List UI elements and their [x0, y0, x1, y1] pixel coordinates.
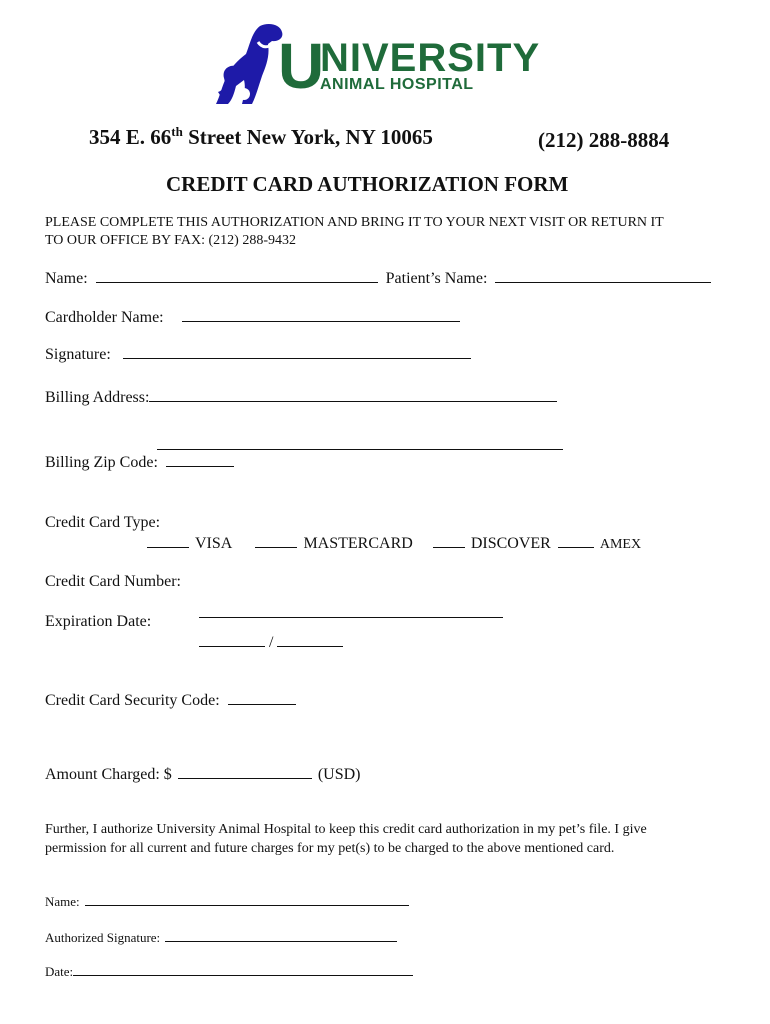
amount-field[interactable]	[178, 777, 312, 779]
cardholder-row	[45, 309, 460, 327]
mastercard-checkbox[interactable]	[255, 546, 297, 548]
security-code-label: Credit Card Security Code:	[45, 692, 220, 709]
authorization-line2: permission for all current and future charges for my pet(s) to be charged to the above mentioned card.	[45, 841, 615, 856]
address-pre: 354 E. 66	[89, 125, 172, 149]
address-post: Street New York, NY 10065	[182, 125, 433, 149]
authorized-signature-field[interactable]	[165, 940, 397, 942]
address-line	[89, 124, 433, 150]
office-name-row	[45, 894, 409, 910]
cardholder-name-field[interactable]	[182, 320, 460, 322]
billing-address-label: Billing Address:	[45, 389, 150, 406]
discover-label: DISCOVER	[470, 535, 551, 552]
logo-initial: U	[278, 30, 325, 102]
phone-number: (212) 288-8884	[538, 128, 670, 152]
office-name-label: Name:	[45, 894, 80, 909]
signature-field[interactable]	[123, 357, 471, 359]
authorized-signature-label: Authorized Signature:	[45, 930, 161, 945]
name-label: Name:	[45, 270, 88, 287]
card-number-label: Credit Card Number:	[45, 573, 181, 590]
logo-name-line2: ANIMAL HOSPITAL	[320, 76, 474, 93]
card-number-field[interactable]	[199, 605, 503, 623]
billing-zip-row	[45, 454, 234, 472]
instructions-line1: PLEASE COMPLETE THIS AUTHORIZATION AND BRING IT TO YOUR NEXT VISIT OR RETURN IT	[45, 215, 664, 230]
name-field[interactable]	[96, 281, 378, 283]
visa-label: VISA	[195, 535, 232, 552]
instructions-line2: TO OUR OFFICE BY FAX: (212) 288-9432	[45, 233, 296, 248]
billing-address-field-2[interactable]	[157, 437, 563, 455]
office-name-field[interactable]	[85, 904, 409, 906]
date-field[interactable]	[73, 974, 413, 976]
expiration-label: Expiration Date:	[45, 613, 152, 630]
logo	[208, 22, 568, 108]
visa-checkbox[interactable]	[147, 546, 189, 548]
signature-row	[45, 346, 471, 364]
billing-address-field-1[interactable]	[149, 400, 557, 402]
date-label: Date:	[45, 964, 74, 979]
amount-currency: (USD)	[317, 766, 361, 783]
card-type-options	[147, 535, 641, 553]
security-code-field[interactable]	[228, 703, 296, 705]
card-type-label: Credit Card Type:	[45, 514, 161, 531]
signature-label: Signature:	[45, 346, 111, 363]
form-title: CREDIT CARD AUTHORIZATION FORM	[166, 172, 569, 196]
billing-address-row	[45, 389, 557, 407]
amount-label: Amount Charged: $	[45, 766, 172, 783]
expiration-row	[199, 634, 343, 652]
cardholder-name-label: Cardholder Name:	[45, 309, 164, 326]
name-row	[45, 270, 711, 288]
billing-zip-field[interactable]	[166, 465, 234, 467]
amex-checkbox[interactable]	[558, 546, 594, 548]
dog-and-cat-silhouette-icon	[208, 22, 286, 106]
authorized-signature-row	[45, 930, 397, 946]
billing-zip-label: Billing Zip Code:	[45, 454, 158, 471]
expiration-month-field[interactable]	[199, 645, 265, 647]
patient-name-label: Patient’s Name:	[385, 270, 488, 287]
expiration-year-field[interactable]	[277, 645, 343, 647]
discover-checkbox[interactable]	[433, 546, 465, 548]
logo-name-line1: NIVERSITY	[320, 36, 541, 80]
authorization-line1: Further, I authorize University Animal Hospital to keep this credit card authorization in my pet’s file. I give	[45, 822, 647, 837]
patient-name-field[interactable]	[495, 281, 711, 283]
mastercard-label: MASTERCARD	[303, 535, 413, 552]
address-sup: th	[171, 124, 183, 139]
date-row	[45, 964, 413, 980]
expiration-separator: /	[269, 634, 274, 651]
amount-row	[45, 766, 360, 784]
security-code-row	[45, 692, 296, 710]
amex-label: AMEX	[599, 537, 642, 552]
